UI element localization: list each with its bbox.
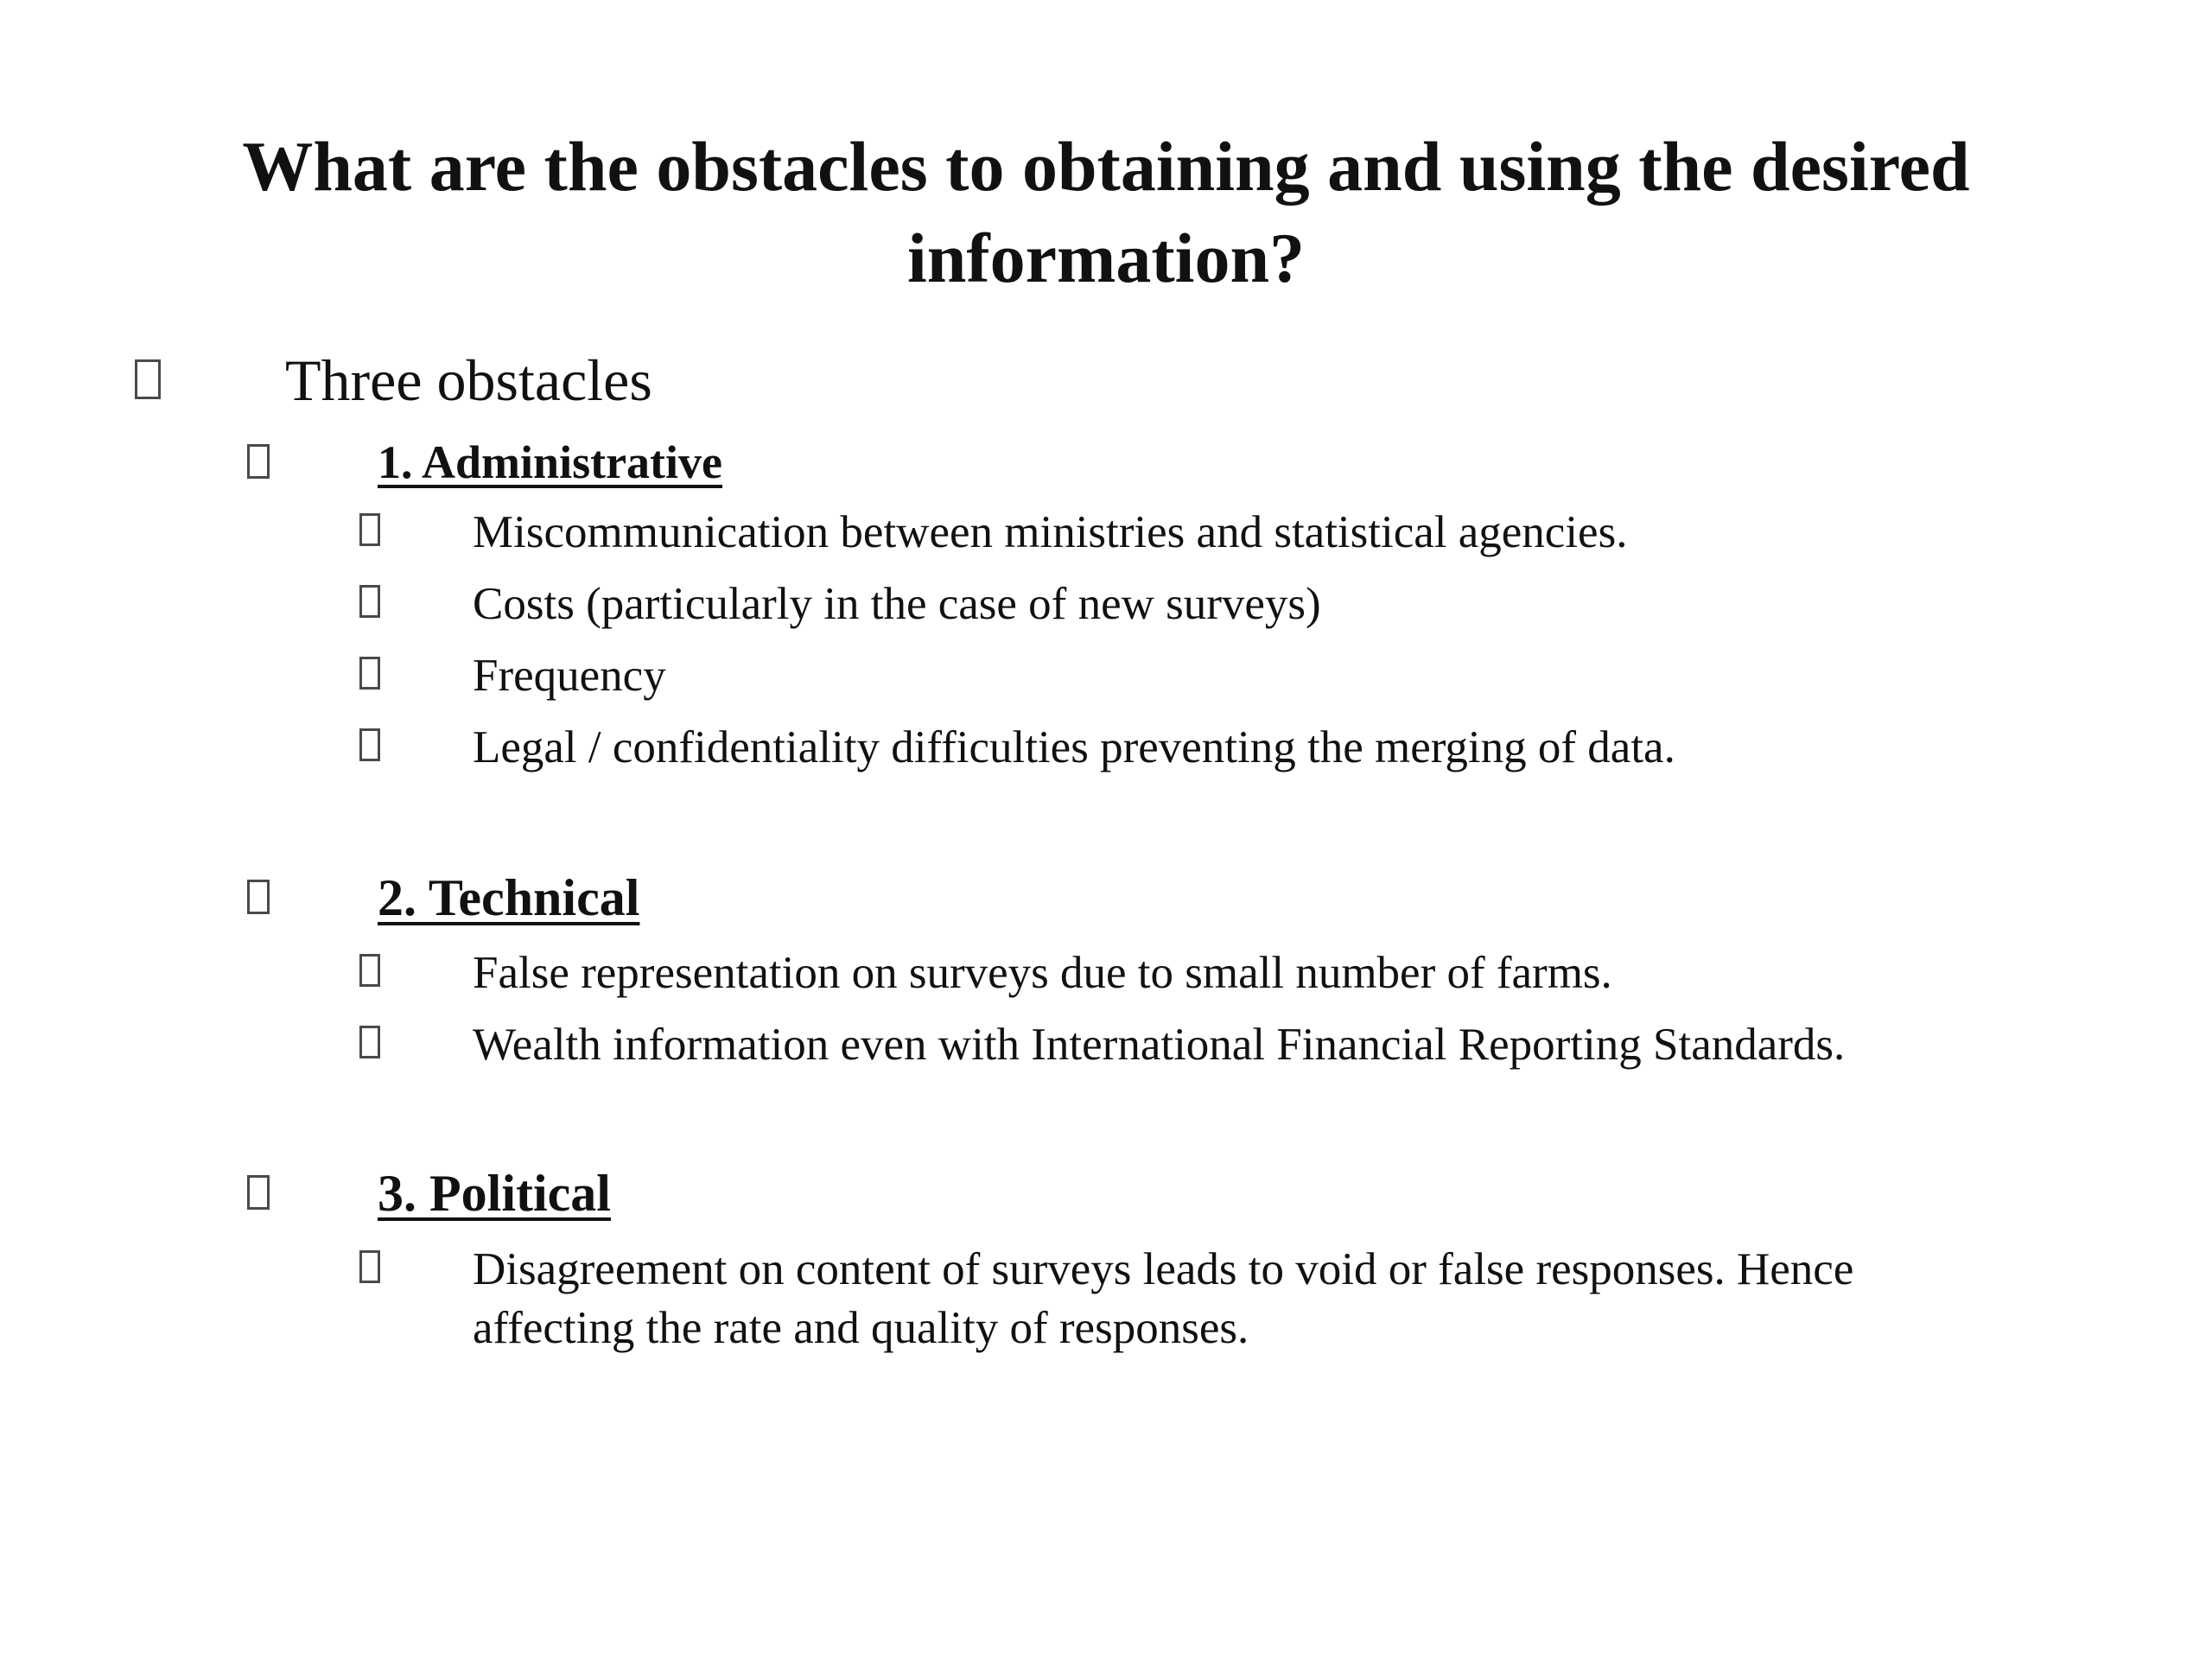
bullet-box-icon	[359, 954, 380, 987]
bullet-box-icon	[247, 444, 270, 479]
list-item-text: False representation on surveys due to small number of farms.	[473, 948, 1612, 998]
bullet-label: Three obstacles	[285, 347, 652, 413]
section-heading-administrative	[0, 432, 2212, 493]
bullet-box-icon	[359, 1250, 380, 1283]
list-item-text: Frequency	[473, 651, 666, 701]
section-heading-technical	[0, 868, 2212, 928]
list-item-text: Wealth information even with International Financial Reporting Standards.	[473, 1020, 1846, 1070]
bullet-box-icon	[359, 657, 380, 690]
list-item	[0, 646, 2212, 705]
bullet-box-icon	[359, 728, 380, 761]
list-item	[0, 1015, 2212, 1074]
list-item-text: Legal / confidentiality difficulties preventing the merging of data.	[473, 722, 1675, 772]
list-item-text: Disagreement on content of surveys leads to void or false responses. Hence affecting the rate and quality of responses.	[473, 1244, 1854, 1353]
list-item	[0, 944, 2212, 1002]
section-heading: 1. Administrative	[378, 436, 722, 488]
list-item	[0, 503, 2212, 562]
section-heading: 3. Political	[378, 1165, 611, 1222]
bullet-box-icon	[359, 513, 380, 546]
section-heading-political	[0, 1163, 2212, 1224]
list-item	[0, 718, 2212, 777]
list-item	[0, 1240, 2212, 1361]
slide-title: What are the obstacles to obtaining and using the desired information?	[242, 127, 1970, 297]
bullet-box-icon	[247, 1175, 270, 1210]
list-item	[0, 575, 2212, 633]
bullet-box-icon	[247, 880, 270, 914]
list-item-text: Miscommunication between ministries and statistical agencies.	[473, 507, 1628, 557]
bullet-three-obstacles	[0, 346, 2212, 415]
list-item-text: Costs (particularly in the case of new surveys)	[473, 579, 1321, 629]
section-heading: 2. Technical	[378, 869, 640, 926]
bullet-box-icon	[359, 1026, 380, 1058]
bullet-box-icon	[359, 585, 380, 618]
bullet-box-icon	[135, 359, 161, 399]
